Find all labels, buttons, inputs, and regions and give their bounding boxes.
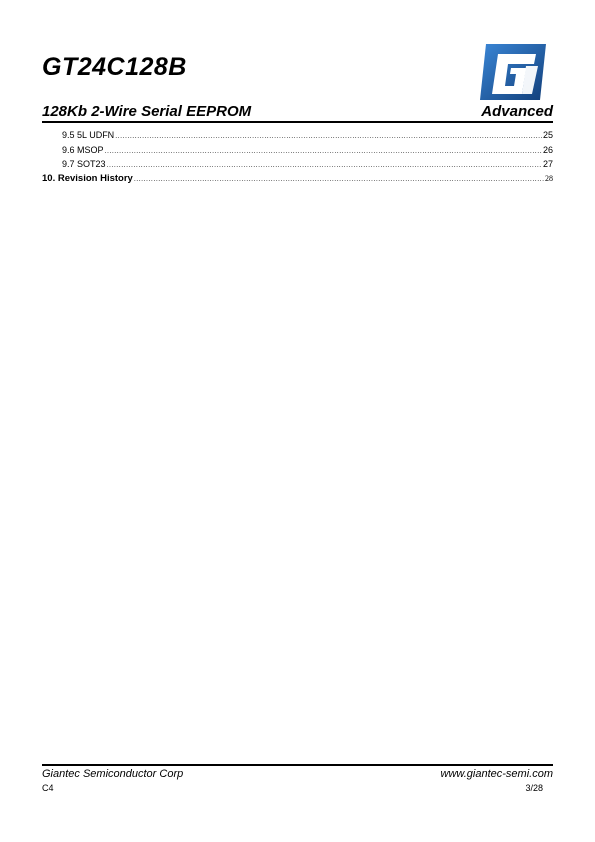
toc-entry[interactable] [42, 128, 553, 143]
toc-entry-page: 25 [542, 130, 553, 140]
toc-entry-label: 10. Revision History [42, 172, 133, 184]
footer-url[interactable]: www.giantec-semi.com [440, 768, 553, 780]
toc-entry[interactable] [42, 143, 553, 158]
footer-company: Giantec Semiconductor Corp [42, 768, 184, 780]
table-of-contents [42, 128, 553, 186]
toc-entry-label: 9.5 5L UDFN [62, 130, 115, 140]
document-subtitle: 128Kb 2-Wire Serial EEPROM [42, 103, 252, 120]
toc-entry[interactable] [42, 172, 553, 187]
footer-revision: C4 [42, 783, 54, 793]
toc-entry-page: 28 [545, 173, 553, 183]
status-label: Advanced [481, 103, 553, 120]
toc-leader-dots [107, 159, 542, 174]
toc-leader-dots [134, 173, 544, 188]
toc-entry-page: 27 [542, 159, 553, 169]
toc-entry[interactable] [42, 157, 553, 172]
toc-entry-page: 26 [542, 144, 553, 155]
footer-page-number: 3/28 [525, 783, 543, 793]
toc-entry-label: 9.7 SOT23 [62, 159, 106, 169]
header-rule [42, 121, 553, 123]
toc-leader-dots [115, 130, 542, 145]
toc-leader-dots [105, 145, 542, 160]
giantec-logo-icon [476, 42, 548, 102]
toc-entry-label: 9.6 MSOP [62, 144, 104, 155]
footer-rule [42, 764, 553, 766]
document-title: GT24C128B [42, 53, 187, 81]
